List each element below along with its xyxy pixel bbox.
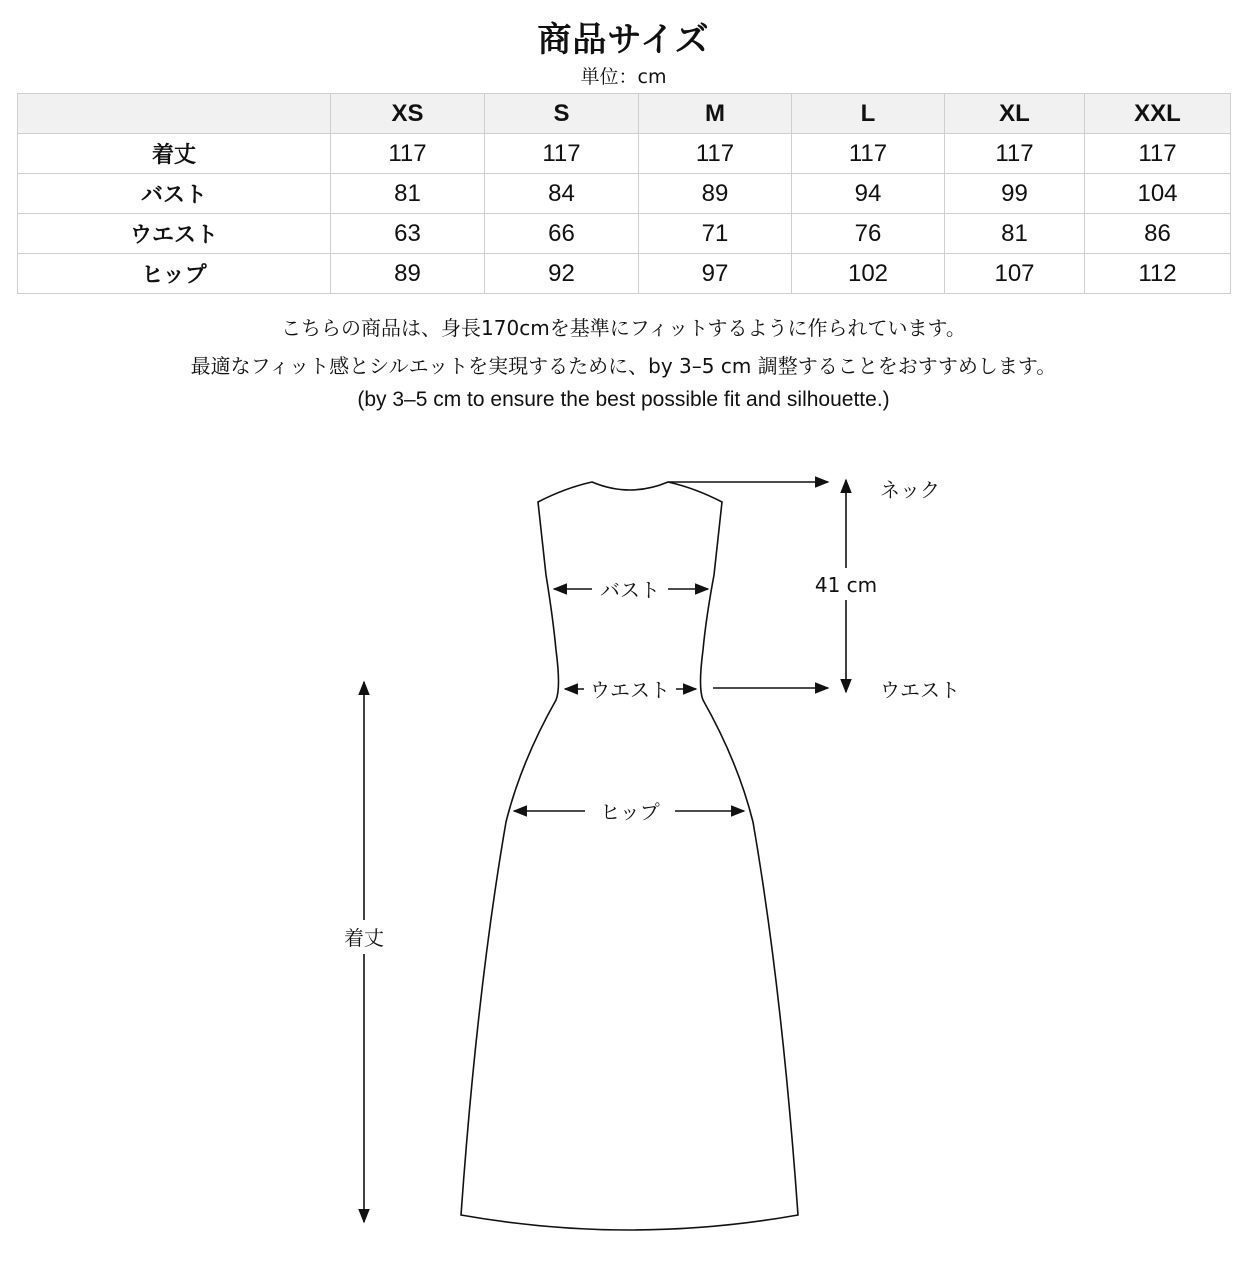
row-label-hip: ヒップ [18,254,331,294]
table-cell: 66 [485,214,639,254]
table-cell: 112 [1085,254,1231,294]
table-cell: 117 [945,134,1085,174]
length-label: 着丈 [344,926,384,950]
table-cell: 81 [331,174,485,214]
table-cell: 117 [485,134,639,174]
table-cell: 117 [331,134,485,174]
table-cell: 63 [331,214,485,254]
neck-label: ネック [880,478,940,502]
unit-label: 単位：cm [580,66,667,88]
size-header-xxl: XXL [1085,94,1231,134]
table-cell: 102 [792,254,945,294]
fit-note-line1: こちらの商品は、身長170cmを基準にフィットするように作られています。 [281,316,966,340]
fit-note-line3: (by 3–5 cm to ensure the best possible fit and silhouette.) [357,388,890,411]
size-header-m: M [639,94,792,134]
table-cell: 92 [485,254,639,294]
table-cell: 81 [945,214,1085,254]
row-label-length: 着丈 [18,134,331,174]
table-cell: 99 [945,174,1085,214]
table-cell: 117 [792,134,945,174]
table-cell: 84 [485,174,639,214]
waist-side-label: ウエスト [880,678,960,702]
size-header-l: L [792,94,945,134]
table-cell: 89 [331,254,485,294]
table-cell: 86 [1085,214,1231,254]
row-label-waist: ウエスト [18,214,331,254]
table-cell: 107 [945,254,1085,294]
size-header-xl: XL [945,94,1085,134]
waist-label: ウエスト [590,678,670,702]
page-title: 商品サイズ [537,20,710,60]
table-cell: 76 [792,214,945,254]
size-header-s: S [485,94,639,134]
table-cell: 97 [639,254,792,294]
table-cell: 94 [792,174,945,214]
table-cell: 104 [1085,174,1231,214]
table-cell: 71 [639,214,792,254]
neck-to-waist-length: 41 cm [814,573,878,597]
bust-label: バスト [600,578,660,602]
table-cell: 117 [1085,134,1231,174]
fit-note-line2: 最適なフィット感とシルエットを実現するために、by 3–5 cm 調整することをおすすめします。 [190,354,1057,378]
size-header-xs: XS [331,94,485,134]
row-label-bust: バスト [18,174,331,214]
table-cell: 117 [639,134,792,174]
hip-label: ヒップ [600,800,660,824]
table-cell: 89 [639,174,792,214]
